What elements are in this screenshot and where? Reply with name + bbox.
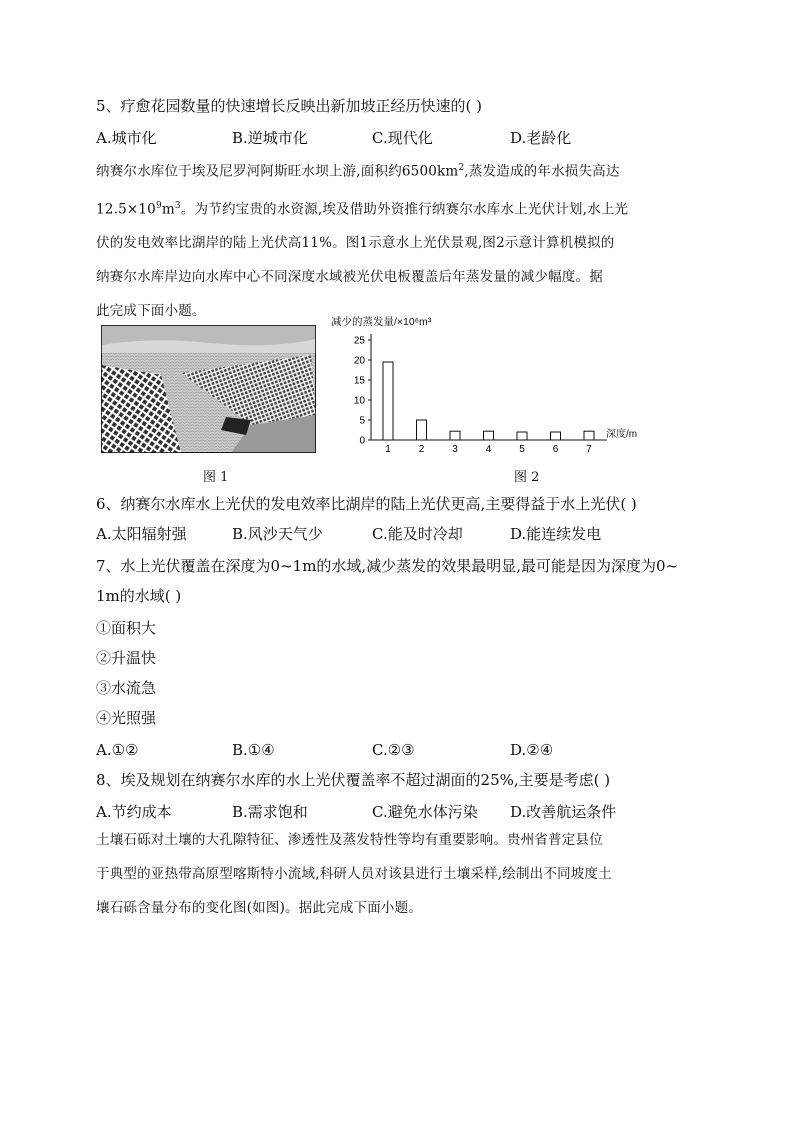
q6-stem: 6、纳赛尔水库水上光伏的发电效率比湖岸的陆上光伏更高,主要得益于水上光伏( ): [96, 495, 637, 513]
q5-option-d: D.老龄化: [510, 129, 572, 147]
bar-depth-2: [417, 420, 427, 440]
x-tick-label: 2: [418, 444, 425, 455]
y-tick-label: 5: [359, 415, 365, 427]
q7-option-b: B.①④: [232, 741, 275, 759]
figure2-caption: 图 2: [514, 470, 540, 485]
q7-item-3: ③水流急: [96, 679, 157, 697]
x-tick-label: 1: [385, 444, 391, 455]
q6-option-d: D.能连续发电: [510, 525, 602, 543]
q6-option-a: A.太阳辐射强: [96, 525, 187, 543]
passage-nasser: [96, 151, 700, 328]
y-tick-label: 0: [359, 435, 365, 447]
x-tick-label: 3: [452, 444, 458, 455]
bar-depth-3: [450, 431, 460, 440]
bar-depth-6: [551, 432, 561, 440]
q7-option-a: A.①②: [96, 741, 139, 759]
q7-option-d: D.②④: [510, 741, 554, 759]
q6-option-c: C.能及时冷却: [372, 525, 463, 543]
passage-line-3: 伏的发电效率比湖岸的陆上光伏高11%。图1示意水上光伏景观,图2示意计算机模拟的: [96, 235, 615, 251]
chart-xlabel: 深度/m: [606, 429, 638, 440]
bar-depth-5: [517, 432, 527, 440]
passage-karst: [96, 823, 700, 925]
q8-stem: 8、埃及规划在纳赛尔水库的水上光伏覆盖率不超过湖面的25%,主要是考虑( ): [96, 771, 611, 789]
q5-option-b: B.逆城市化: [232, 129, 308, 147]
q7-item-4: ④光照强: [96, 709, 157, 727]
x-tick-label: 6: [552, 444, 559, 455]
q7-item-2: ②升温快: [96, 649, 157, 667]
bar-depth-4: [484, 431, 494, 440]
y-tick-label: 10: [353, 395, 365, 407]
q8-option-a: A.节约成本: [96, 803, 172, 821]
x-tick-label: 5: [519, 444, 525, 455]
q7-item-1: ①面积大: [96, 619, 157, 637]
passage2-line-3: 壤石砾含量分布的变化图(如图)。据此完成下面小题。: [96, 900, 423, 916]
q8-option-b: B.需求饱和: [232, 803, 308, 821]
passage-line-2: $12.5\times 10^9m^3$。为节约宝贵的水资源,埃及借助外资推行纳赛尔水库水上光伏计划,水上光: [96, 200, 629, 217]
bar-depth-7: [584, 431, 594, 440]
figure1-caption: 图 1: [203, 470, 229, 485]
passage2-line-2: 于典型的亚热带高原型喀斯特小流域,科研人员对该县进行土壤采样,绘制出不同坡度土: [96, 866, 612, 882]
y-tick-label: 25: [353, 335, 365, 347]
passage-line-4: 纳赛尔水库岸边向水库中心不同深度水域被光伏电板覆盖后年蒸发量的减少幅度。据: [96, 269, 603, 285]
passage-line-1: 纳赛尔水库位于埃及尼罗河阿斯旺水坝上游,面积约$6500km^2$,蒸发造成的年水损失高达: [96, 163, 620, 180]
passage2-line-1: 土壤石砾对土壤的大孔隙特征、渗透性及蒸发特性等均有重要影响。贵州省普定县位: [96, 832, 603, 848]
floating-pv-photo: [101, 325, 316, 453]
q7-option-c: C.②③: [372, 741, 415, 759]
q8-option-c: C.避免水体污染: [372, 803, 478, 821]
x-tick-label: 7: [586, 444, 592, 455]
chart-ylabel: 减少的蒸发量/×10⁶m³: [331, 316, 432, 328]
q7-stem-line1: 7、水上光伏覆盖在深度为0~1m的水域,减少蒸发的效果最明显,最可能是因为深度为0~: [96, 557, 679, 575]
evaporation-reduction-chart: [325, 312, 665, 460]
passage-line-5: 此完成下面小题。: [96, 303, 206, 319]
bar-depth-1: [383, 362, 393, 440]
y-tick-label: 15: [353, 375, 365, 387]
q7-stem-line2: 1m的水域( ): [96, 587, 182, 605]
q5-option-c: C.现代化: [372, 129, 433, 147]
q8-option-d: D.改善航运条件: [510, 803, 617, 821]
y-tick-label: 20: [353, 355, 365, 367]
q5-stem: 5、疗愈花园数量的快速增长反映出新加坡正经历快速的( ): [96, 97, 483, 115]
x-tick-label: 4: [485, 444, 492, 455]
q6-option-b: B.风沙天气少: [232, 525, 323, 543]
q5-option-a: A.城市化: [96, 129, 157, 147]
